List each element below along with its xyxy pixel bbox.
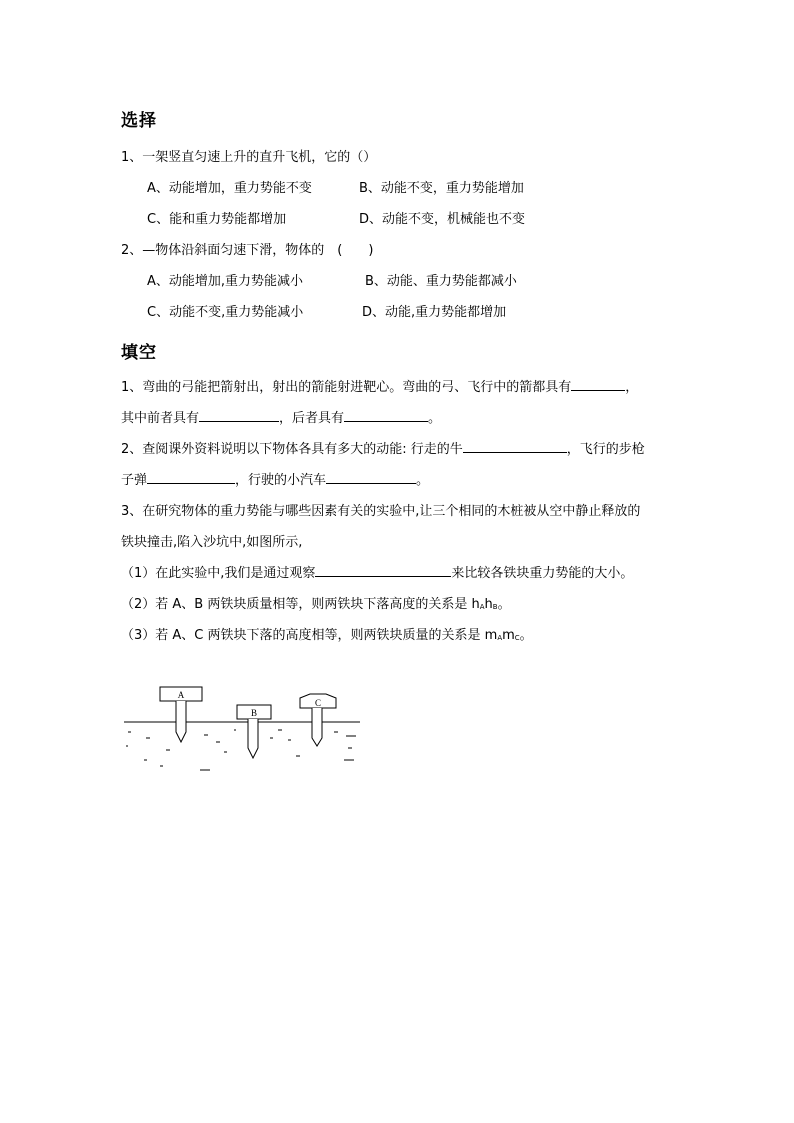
fill-question-3-part-1 [121, 562, 633, 581]
label-c: C [314, 698, 322, 708]
fill-q3-p2-end: 。 [497, 597, 511, 612]
post-a [176, 701, 186, 742]
fill-q1-text: 1、弯曲的弓能把箭射出，射出的箭能射进靶心。弯曲的弓、飞行中的箭都具有 [121, 380, 572, 395]
fill-q3-p2-text: （2）若 A、B 两铁块质量相等，则两铁块下落高度的关系是 h [121, 597, 480, 612]
question-2-option-a: A、动能增加,重力势能减小 [147, 274, 304, 289]
question-2-option-c: C、动能不变,重力势能减小 [147, 305, 304, 320]
fill-question-1-line-2 [121, 407, 441, 426]
fill-question-3-line-2: 铁块撞击,陷入沙坑中,如图所示, [121, 535, 303, 550]
fill-q2-end: 。 [416, 473, 430, 488]
fill-question-3-line-1: 3、在研究物体的重力势能与哪些因素有关的实验中,让三个相同的木桩被从空中静止释放的 [121, 504, 641, 519]
fill-q2-blank-2[interactable] [147, 470, 235, 484]
question-2-stem: 2、—物体沿斜面匀速下滑，物体的 ( ) [121, 243, 374, 258]
fill-q2-blank-1[interactable] [463, 439, 567, 453]
fill-q3-p3-end: 。 [519, 628, 533, 643]
label-b: B [250, 708, 258, 718]
fill-q3-p3-m: m [502, 628, 515, 643]
stake-c [300, 694, 336, 746]
fill-q2-text-2: ，飞行的步枪 [566, 442, 645, 457]
stake-b [237, 705, 271, 758]
question-1-option-d: D、动能不变，机械能也不变 [359, 212, 526, 227]
fill-q3-blank-1[interactable] [315, 563, 451, 577]
fill-q3-p1-end: 来比较各铁块重力势能的大小。 [451, 566, 634, 581]
subscript-a: A [479, 603, 485, 611]
fill-question-3-part-3 [121, 624, 533, 643]
fill-q1-blank-3[interactable] [344, 408, 428, 422]
fill-q2-blank-3[interactable] [326, 470, 416, 484]
question-1-option-c: C、能和重力势能都增加 [147, 212, 287, 227]
fill-q3-p2-h: h [484, 597, 493, 612]
post-b [248, 719, 258, 758]
fill-q1-blank-1[interactable] [571, 377, 625, 391]
label-a: A [177, 690, 185, 700]
fill-q3-p1-text: （1）在此实验中,我们是通过观察 [121, 566, 316, 581]
fill-question-2-line-1 [121, 438, 645, 457]
fill-q1-punct: ， [625, 380, 639, 395]
stakes-figure [120, 680, 370, 780]
fill-q1-text-3: ，后者具有 [279, 411, 345, 426]
post-c [312, 708, 322, 746]
subscript-c: C [514, 634, 520, 642]
subscript-a-2: A [497, 634, 503, 642]
fill-question-1-line-1 [121, 376, 638, 395]
fill-question-3-part-2 [121, 593, 511, 612]
fill-question-2-line-2 [121, 469, 429, 488]
question-1-option-a: A、动能增加，重力势能不变 [147, 181, 312, 196]
fill-q2-text-3: 子弹 [121, 473, 148, 488]
fill-q1-blank-2[interactable] [199, 408, 279, 422]
question-1-stem: 1、一架竖直匀速上升的直升飞机，它的（） [121, 150, 377, 165]
question-2-option-d: D、动能,重力势能都增加 [362, 305, 507, 320]
question-1-option-b: B、动能不变，重力势能增加 [359, 181, 524, 196]
fill-q2-text-4: ，行驶的小汽车 [235, 473, 327, 488]
stake-a [160, 687, 202, 742]
fill-q1-end: 。 [428, 411, 442, 426]
subscript-b: B [492, 603, 498, 611]
fill-q2-text: 2、查阅课外资料说明以下物体各具有多大的动能: 行走的牛 [121, 442, 463, 457]
fill-q1-text-2: 其中前者具有 [121, 411, 200, 426]
question-2-option-b: B、动能、重力势能都减小 [365, 274, 517, 289]
fill-q3-p3-text: （3）若 A、C 两铁块下落的高度相等，则两铁块质量的关系是 m [121, 628, 498, 643]
section-title-choice: 选择 [121, 111, 157, 131]
section-title-fill: 填空 [121, 343, 157, 363]
